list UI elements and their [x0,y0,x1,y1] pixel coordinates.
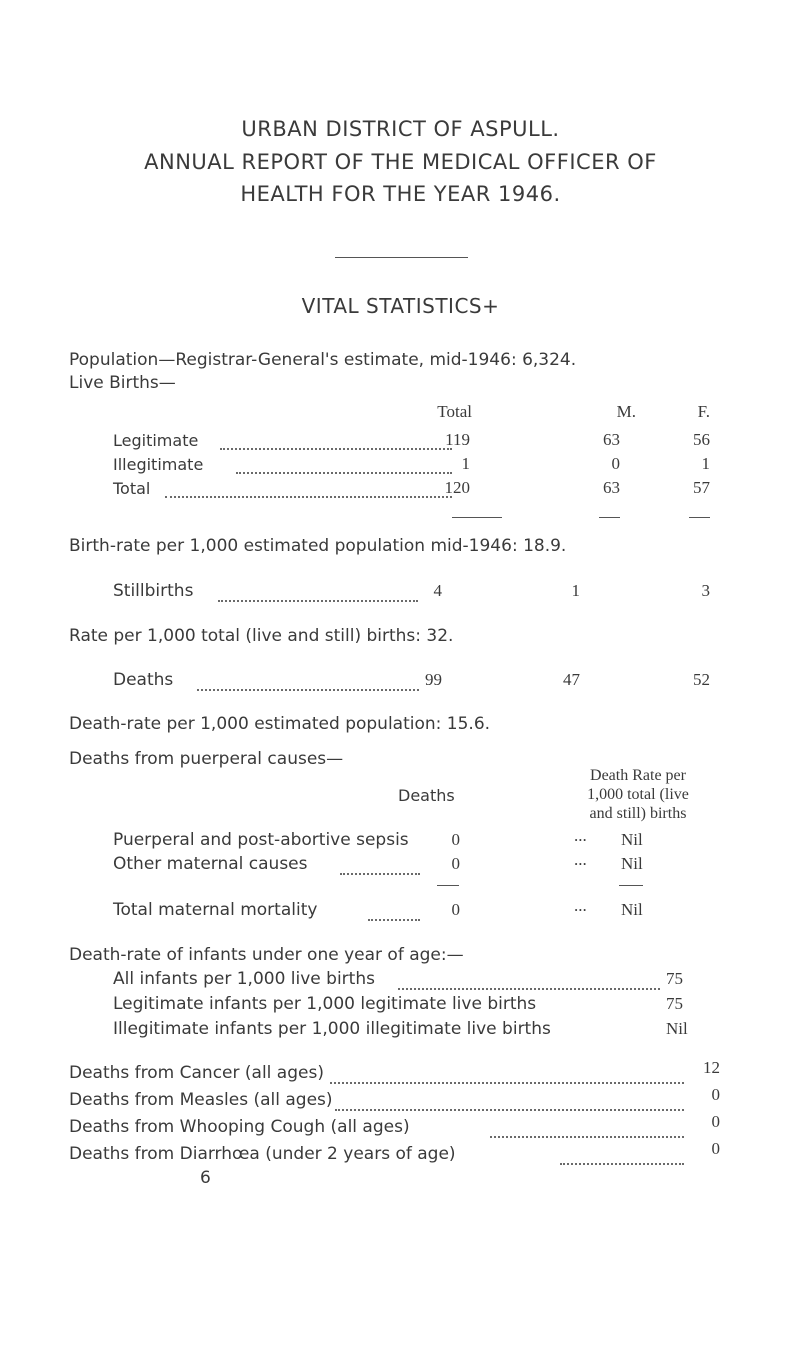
legitimate-f: 56 [693,430,710,449]
other-deaths-value: 0 [711,1139,720,1158]
stillbirths-m: 1 [571,581,580,600]
infant-row-label: All infants per 1,000 live births [113,969,375,989]
deaths-f: 52 [693,670,710,689]
infant-row-value: Nil [666,1019,688,1038]
total-maternal-label: Total maternal mortality [113,900,318,920]
legitimate-total: 119 [445,430,470,449]
separator-dots: ... [574,896,587,915]
illegitimate-m: 0 [611,454,620,473]
deaths-m: 47 [563,670,580,689]
stillbirths-label: Stillbirths [113,581,194,601]
report-title-line-2: ANNUAL REPORT OF THE MEDICAL OFFICER OF [144,150,657,174]
total-maternal-rate: Nil [621,900,643,919]
leader-dots [340,873,420,875]
other-maternal-deaths: 0 [451,854,460,873]
infant-row-value: 75 [666,994,683,1013]
leader-dots [165,496,452,498]
other-deaths-label: Deaths from Measles (all ages) [69,1090,333,1110]
death-rate-header-2: 1,000 total (live [587,786,689,803]
other-deaths-label: Deaths from Whooping Cough (all ages) [69,1117,410,1137]
other-deaths-value: 12 [703,1058,720,1077]
leader-dots [335,1109,684,1111]
illegitimate-f: 1 [701,454,710,473]
col-header-m: M. [616,402,636,421]
other-maternal-label: Other maternal causes [113,854,308,874]
deaths-label: Deaths [113,670,174,690]
other-deaths-label: Deaths from Cancer (all ages) [69,1063,324,1083]
separator-dots: ... [574,850,587,869]
page-number: 6 [200,1168,211,1188]
stillbirths-f: 3 [701,581,710,600]
f-underline [689,517,710,518]
infant-row-label: Legitimate infants per 1,000 legitimate live births [113,994,537,1014]
puerperal-sepsis-deaths: 0 [451,830,460,849]
leader-dots [490,1136,684,1138]
col-header-f: F. [697,402,710,421]
leader-dots [218,600,418,602]
row-label-illegitimate: Illegitimate [113,455,204,474]
header-divider [335,257,468,258]
row-label-total: Total [113,479,151,498]
total-underline [452,517,502,518]
legitimate-m: 63 [603,430,620,449]
death-rate-header-3: and still) births [589,805,687,822]
leader-dots [197,689,419,691]
infant-row-label: Illegitimate infants per 1,000 illegitimate live births [113,1019,551,1039]
other-deaths-value: 0 [711,1085,720,1104]
row-label-legitimate: Legitimate [113,431,199,450]
population-line: Population—Registrar-General's estimate, mid-1946: 6,324. [69,350,577,370]
other-maternal-rate: Nil [621,854,643,873]
leader-dots [398,988,660,990]
deaths-underline [437,885,459,886]
col-header-total: Total [437,402,472,421]
other-deaths-value: 0 [711,1112,720,1131]
stillbirth-rate-line: Rate per 1,000 total (live and still) births: 32. [69,626,454,646]
report-title-line-1: URBAN DISTRICT OF ASPULL. [241,117,560,141]
deaths-total: 99 [425,670,442,689]
total-births-m: 63 [603,478,620,497]
leader-dots [236,472,452,474]
total-births-total: 120 [444,478,470,497]
report-title-line-3: HEALTH FOR THE YEAR 1946. [240,182,561,206]
other-deaths-label: Deaths from Diarrhœa (under 2 years of age) [69,1144,456,1164]
infant-heading: Death-rate of infants under one year of age:— [69,945,464,965]
puerperal-heading: Deaths from puerperal causes— [69,749,344,769]
leader-dots [368,919,420,921]
death-rate-header-1: Death Rate per [590,767,686,784]
leader-dots [330,1082,684,1084]
birth-rate-line: Birth-rate per 1,000 estimated population mid-1946: 18.9. [69,536,567,556]
leader-dots [220,448,452,450]
infant-row-value: 75 [666,969,683,988]
leader-dots [560,1163,684,1165]
deaths-column-header: Deaths [398,786,455,805]
puerperal-sepsis-label: Puerperal and post-abortive sepsis [113,830,409,850]
live-births-heading: Live Births— [69,373,176,393]
total-births-f: 57 [693,478,710,497]
death-rate-line: Death-rate per 1,000 estimated population: 15.6. [69,714,491,734]
rate-underline [619,885,643,886]
separator-dots: ... [574,826,587,845]
stillbirths-total: 4 [433,581,442,600]
illegitimate-total: 1 [461,454,470,473]
section-title: VITAL STATISTICS+ [301,294,500,318]
m-underline [599,517,620,518]
puerperal-sepsis-rate: Nil [621,830,643,849]
total-maternal-deaths: 0 [451,900,460,919]
